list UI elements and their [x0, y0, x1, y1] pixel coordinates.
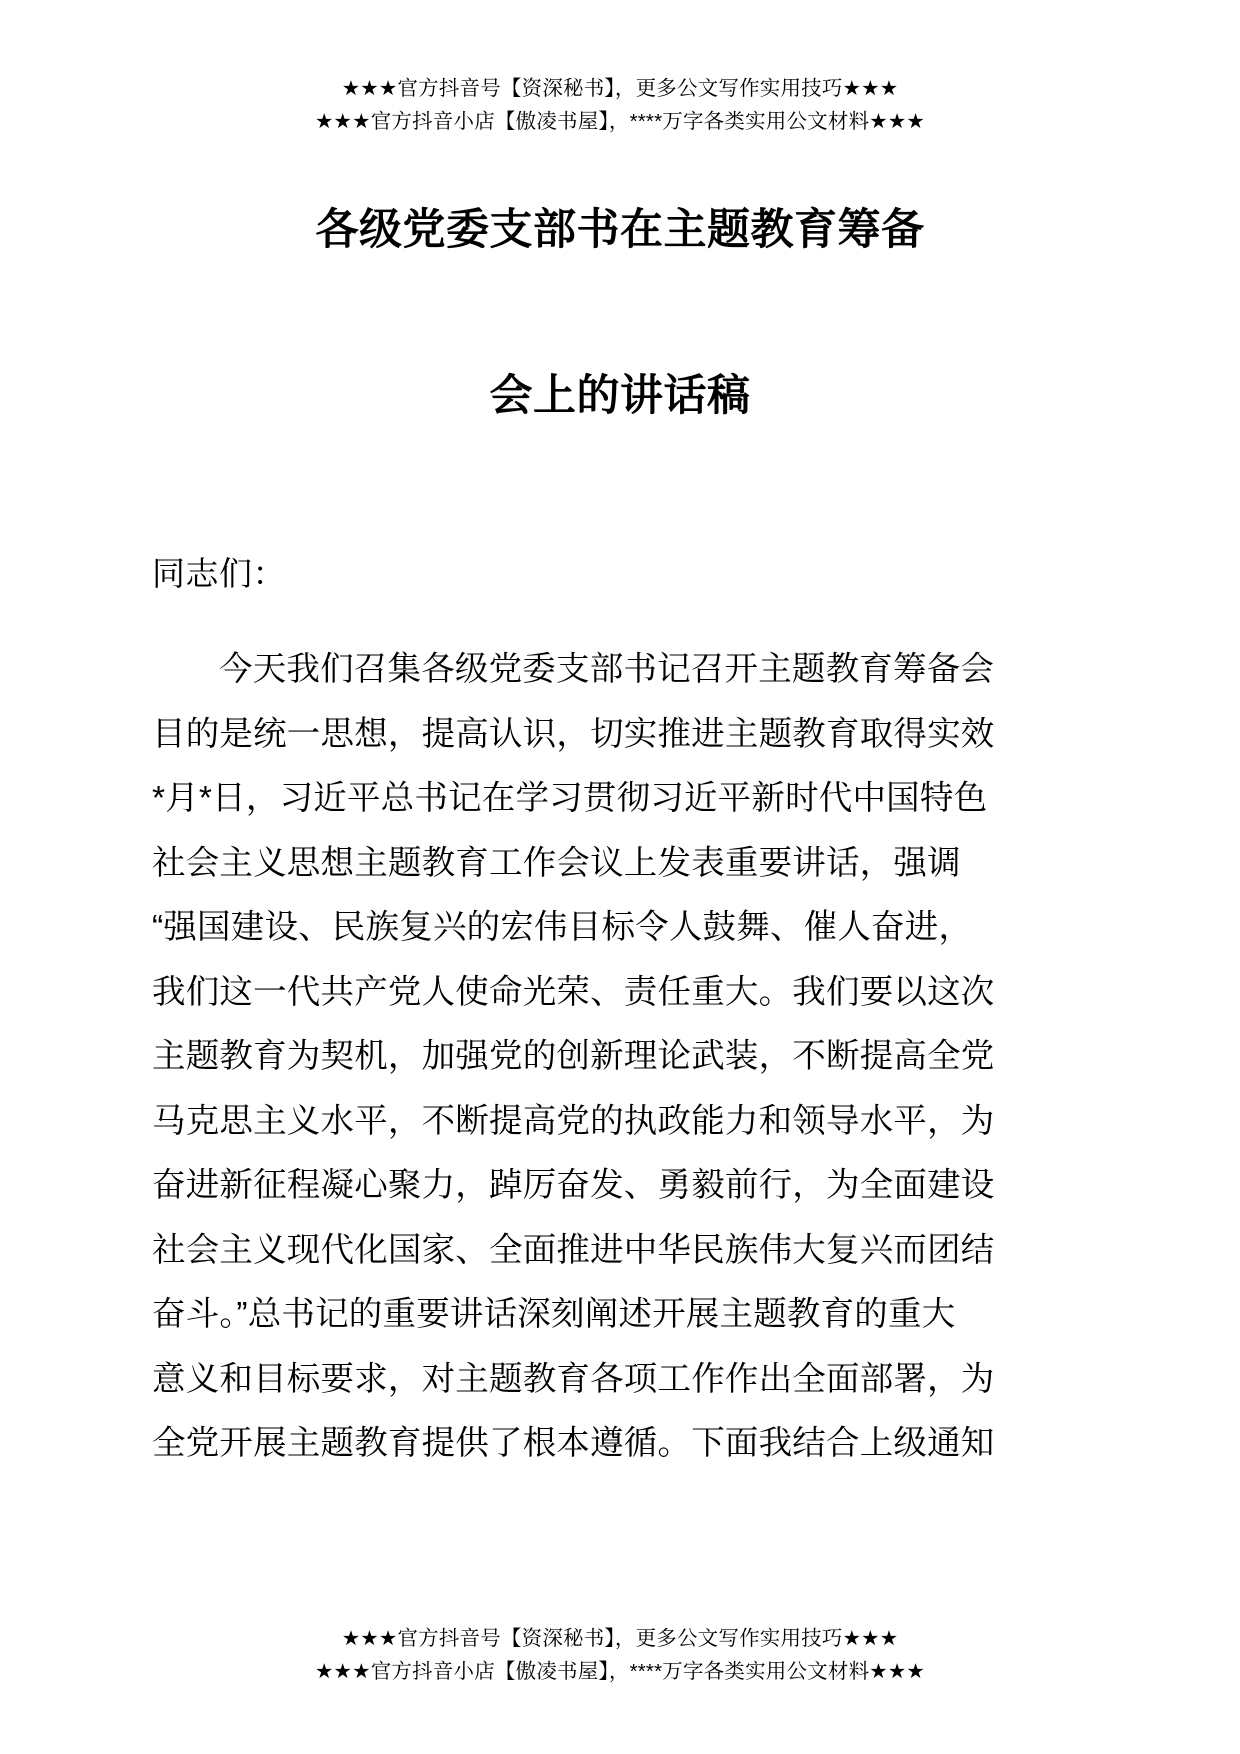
body-line: 奋斗。”总书记的重要讲话深刻阐述开展主题教育的重大	[152, 1296, 956, 1333]
watermark-header-line-1: ★★★官方抖音号【资深秘书】，更多公文写作实用技巧★★★	[341, 77, 899, 100]
watermark-header-line-2: ★★★官方抖音小店【傲凌书屋】，****万字各类实用公文材料★★★	[314, 110, 926, 133]
body-line-text: 今天我们召集各级党委支部书记召开主题教育筹备会	[219, 651, 995, 688]
body-line: 社会主义思想主题教育工作会议上发表重要讲话，强调	[152, 844, 961, 882]
watermark-footer	[0, 1622, 1240, 1754]
body-line: 我们这一代共产党人使命光荣、责任重大。我们要以这次	[152, 973, 995, 1011]
watermark-footer-line-1: ★★★官方抖音号【资深秘书】，更多公文写作实用技巧★★★	[341, 1627, 899, 1650]
body-line: 马克思主义水平，不断提高党的执政能力和领导水平，为	[152, 1102, 995, 1140]
watermark-footer-line-2: ★★★官方抖音小店【傲凌书屋】，****万字各类实用公文材料★★★	[314, 1660, 926, 1683]
page-title-line-2: 会上的讲话稿	[489, 371, 751, 420]
body-line: “强国建设、民族复兴的宏伟目标令人鼓舞、催人奋进，	[152, 909, 973, 946]
body-line: 全党开展主题教育提供了根本遵循。下面我结合上级通知	[152, 1425, 995, 1462]
document-body	[0, 424, 1240, 1623]
body-line: 社会主义现代化国家、全面推进中华民族伟大复兴而团结	[152, 1231, 995, 1269]
body-line: 意义和目标要求，对主题教育各项工作作出全面部署，为	[152, 1360, 995, 1398]
body-line: *月*日，习近平总书记在学习贯彻习近平新时代中国特色	[152, 780, 988, 817]
watermark-header	[0, 72, 1240, 138]
salutation: 同志们：	[152, 554, 286, 592]
body-line: 目的是统一思想，提高认识，切实推进主题教育取得实效	[152, 715, 995, 753]
body-line	[152, 638, 1092, 703]
body-paragraph	[152, 638, 1092, 1477]
page-title-line-1: 各级党委支部书在主题教育筹备	[315, 206, 925, 254]
body-line: 主题教育为契机，加强党的创新理论武装，不断提高全党	[152, 1038, 995, 1075]
body-line: 奋进新征程凝心聚力，踔厉奋发、勇毅前行，为全面建设	[152, 1167, 995, 1204]
